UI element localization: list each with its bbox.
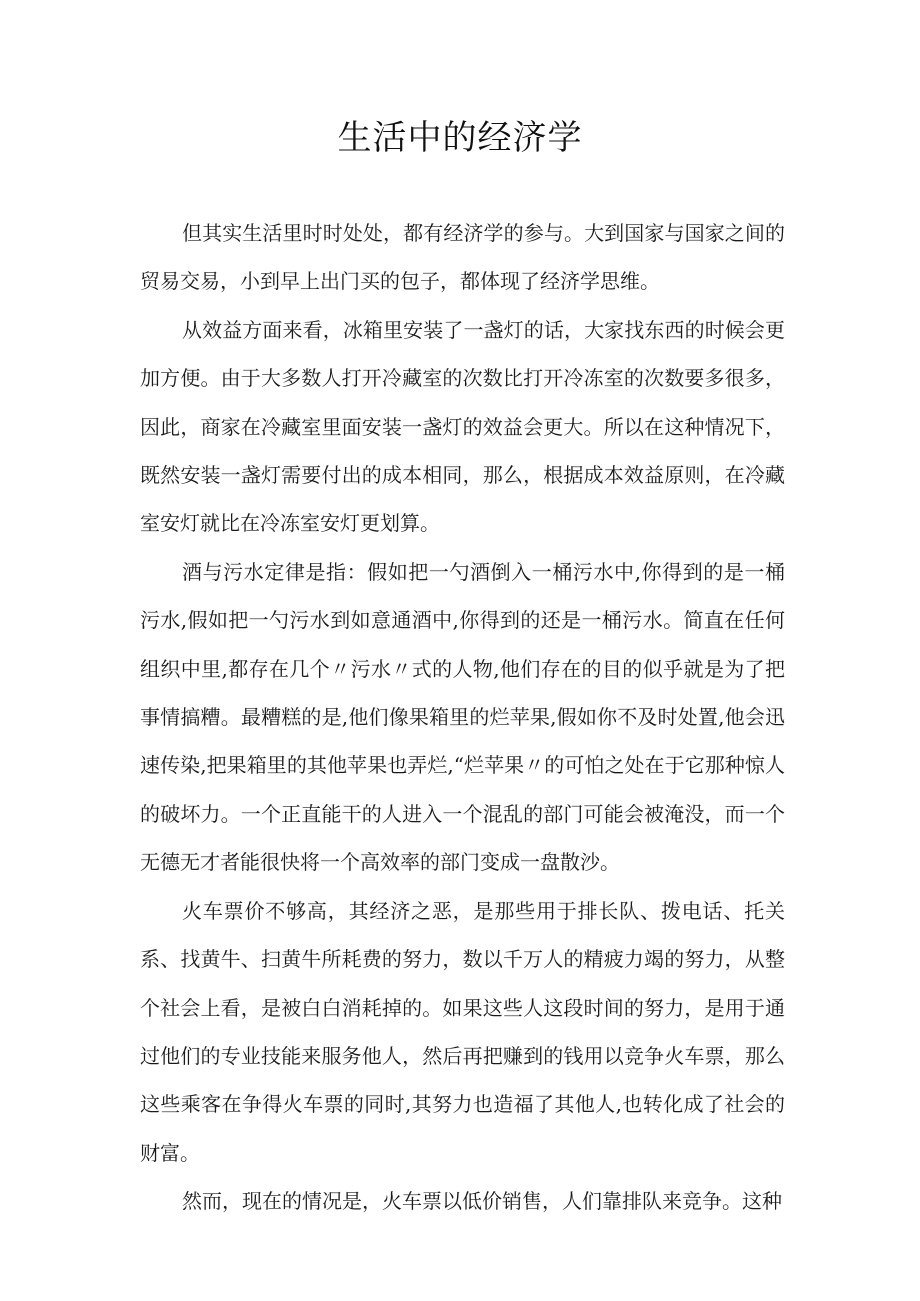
paragraph-2: 从效益方面来看，冰箱里安装了一盏灯的话，大家找东西的时候会更加方便。由于大多数人打开冷藏室的次数比打开冷冻室的次数要多很多，因此，商家在冷藏室里面安装一盏灯的效益会更大。所以在这种情况下，既然安装一盏灯需要付出的成本相同，那么，根据成本效益原则，在冷藏室安灯就比在冷冻室安灯更划算。	[140, 317, 785, 536]
paragraph-3: 酒与污水定律是指：假如把一勺酒倒入一桶污水中,你得到的是一桶污水,假如把一勺污水到如意通酒中,你得到的还是一桶污水。简直在任何组织中里,都存在几个〃污水〃式的人物,他们存在的目的似乎就是为了把事情搞糟。最糟糕的是,他们像果箱里的烂苹果,假如你不及时处置,他会迅速传染,把果箱里的其他苹果也弄烂,“烂苹果〃的可怕之处在于它那种惊人的破坏力。一个正直能干的人进入一个混乱的部门可能会被淹没，而一个无德无才者能很快将一个高效率的部门变成一盘散沙。	[140, 559, 785, 875]
paragraph-5: 然而，现在的情况是，火车票以低价销售，人们靠排队来竞争。这种	[182, 1189, 782, 1214]
document-title: 生活中的经济学	[337, 118, 583, 158]
document-body	[140, 209, 785, 1226]
paragraph-4: 火车票价不够高，其经济之恶，是那些用于排长队、拨电话、托关系、找黄牛、扫黄牛所耗费的努力，数以千万人的精疲力竭的努力，从整个社会上看，是被白白消耗掉的。如果这些人这段时间的努力，是用于通过他们的专业技能来服务他人，然后再把赚到的钱用以竞争火车票，那么这些乘客在争得火车票的同时,其努力也造福了其他人,也转化成了社会的财富。	[140, 898, 785, 1165]
paragraph-1: 但其实生活里时时处处，都有经济学的参与。大到国家与国家之间的贸易交易，小到早上出门买的包子，都体现了经济学思维。	[140, 221, 785, 294]
